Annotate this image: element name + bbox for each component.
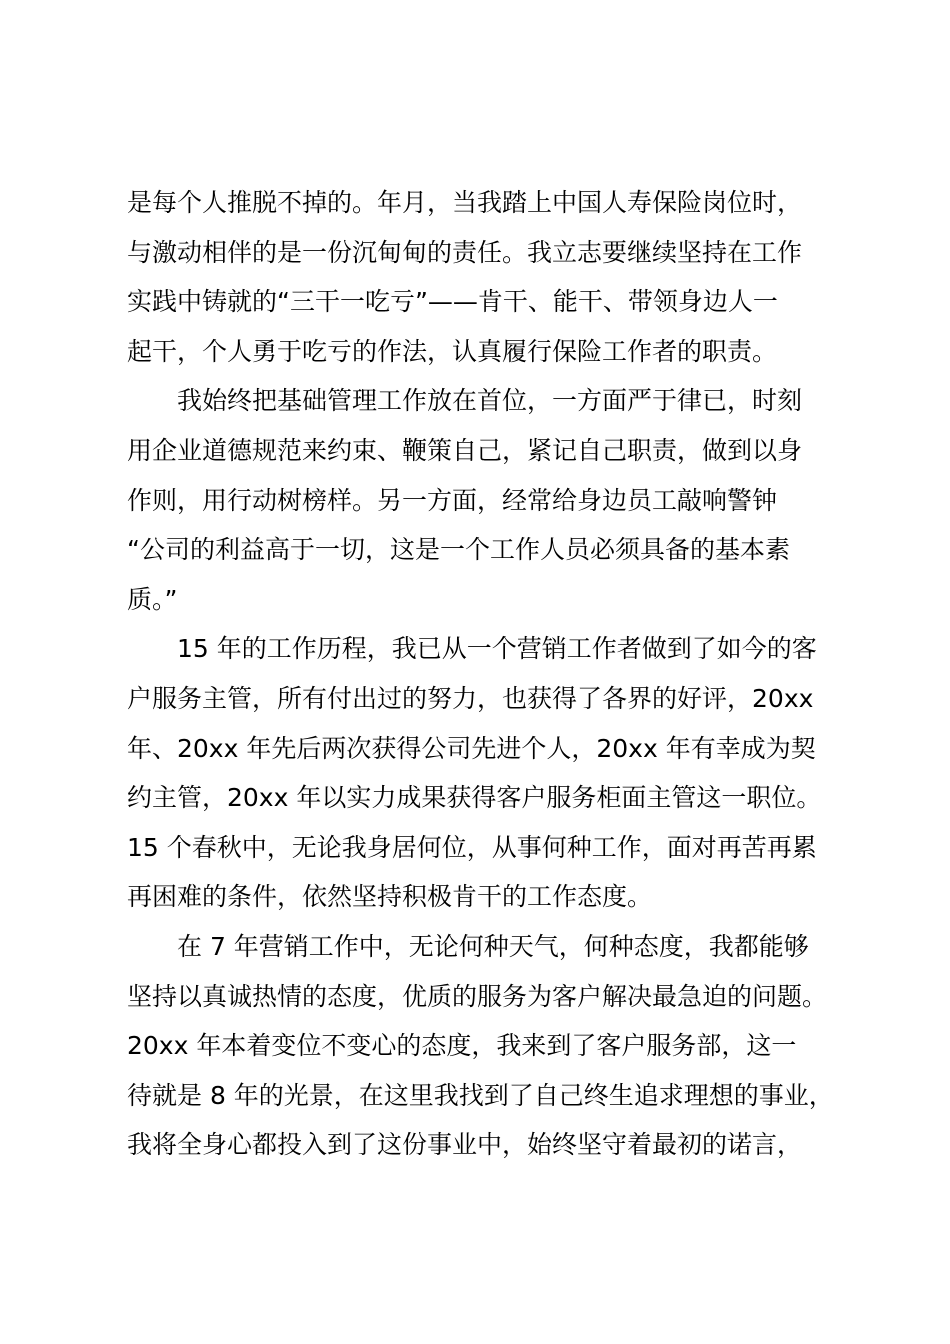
text-line: 是每个人推脱不掉的。年月，当我踏上中国人寿保险岗位时， [127, 188, 803, 217]
text-line: 户服务主管，所有付出过的努力，也获得了各界的好评，20xx [127, 683, 814, 713]
text-line: 15 个春秋中，无论我身居何位，从事何种工作，面对再苦再累 [127, 832, 817, 862]
text-line: 质。” [127, 584, 178, 614]
document-body [127, 178, 847, 1170]
paragraph-start-line: 在 7 年营销工作中，无论何种天气，何种态度，我都能够 [177, 931, 809, 961]
paragraph-start-line: 15 年的工作历程，我已从一个营销工作者做到了如今的客 [177, 634, 817, 664]
text-line: “公司的利益高于一切，这是一个工作人员必须具备的基本素 [127, 535, 790, 565]
text-line: 再困难的条件，依然坚持积极肯干的工作态度。 [127, 882, 653, 912]
text-line: 用企业道德规范来约束、鞭策自己，紧记自己职责，做到以身 [127, 435, 803, 465]
paragraph-start-line: 我始终把基础管理工作放在首位，一方面严于律已，时刻 [177, 386, 803, 416]
text-line: 待就是 8 年的光景，在这里我找到了自己终生追求理想的事业， [127, 1080, 834, 1110]
text-line: 坚持以真诚热情的态度，优质的服务为客户解决最急迫的问题。 [127, 981, 828, 1011]
text-line: 起干，个人勇于吃亏的作法，认真履行保险工作者的职责。 [127, 336, 778, 366]
text-line: 作则，用行动树榜样。另一方面，经常给身边员工敲响警钟 [127, 485, 778, 515]
text-line: 我将全身心都投入到了这份事业中，始终坚守着最初的诺言， [127, 1130, 803, 1160]
text-line: 20xx 年本着变位不变心的态度，我来到了客户服务部，这一 [127, 1031, 797, 1061]
text-line: 与激动相伴的是一份沉甸甸的责任。我立志要继续坚持在工作 [127, 237, 803, 267]
text-line: 实践中铸就的“三干一吃亏”——肯干、能干、带领身边人一 [127, 287, 778, 317]
text-line: 年、20xx 年先后两次获得公司先进个人，20xx 年有幸成为契 [127, 733, 816, 763]
text-line: 约主管，20xx 年以实力成果获得客户服务柜面主管这一职位。 [127, 783, 822, 813]
